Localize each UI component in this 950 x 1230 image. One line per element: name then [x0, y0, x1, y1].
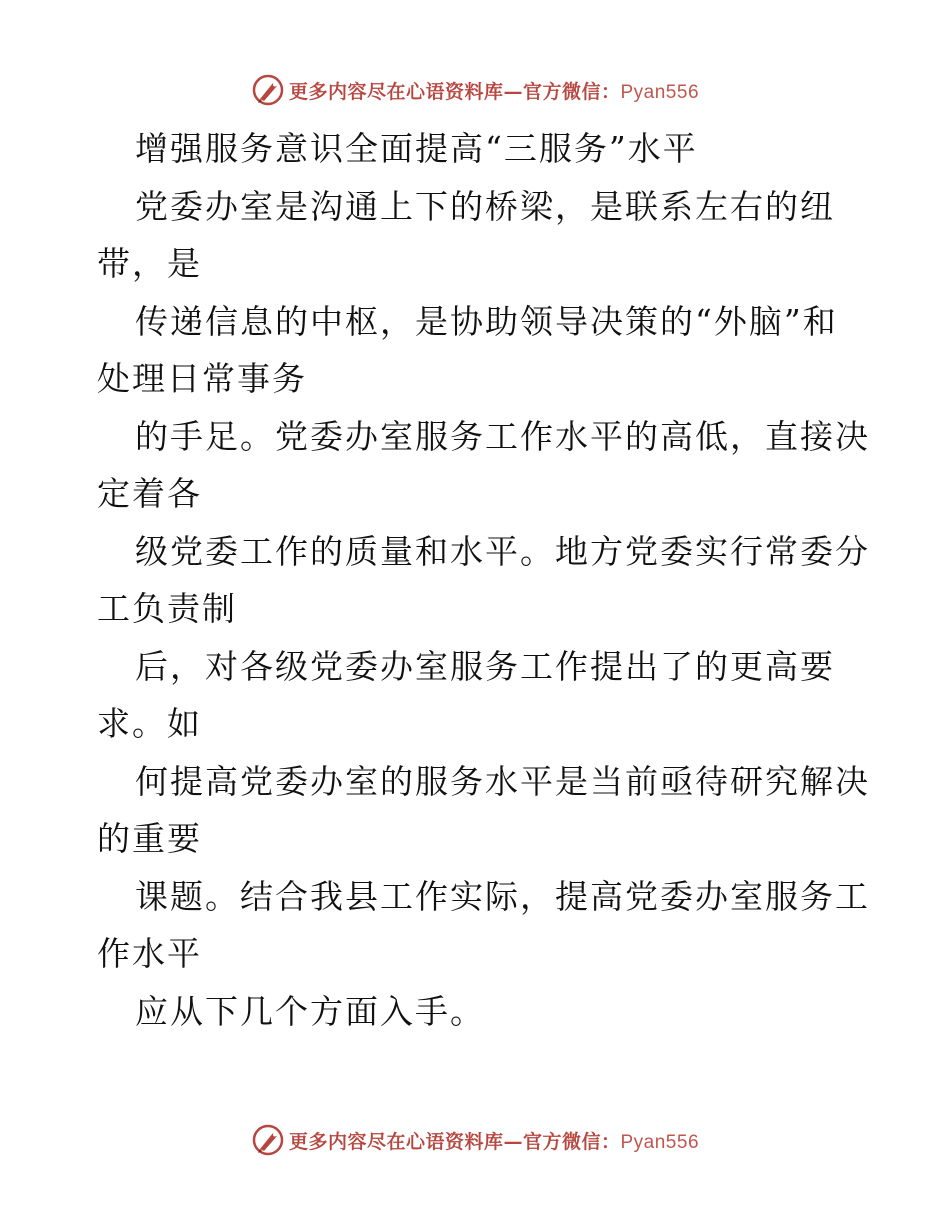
paragraph-line: 应从下几个方面入手。: [135, 991, 485, 1031]
paragraph-line: 后，对各级党委办室服务工作提出了的更高要: [135, 646, 835, 686]
document-title: 增强服务意识全面提高“三服务”水平: [135, 129, 698, 168]
paragraph-line: 课题。结合我县工作实际，提高党委办室服务工: [135, 876, 870, 916]
paragraph-line: 工负责制: [97, 589, 237, 628]
pen-logo-icon: [251, 1123, 285, 1157]
paragraph-line: 的重要: [97, 819, 202, 858]
header-banner-text: 更多内容尽在心语资料库—官方微信：Pyan556: [288, 80, 700, 103]
pen-logo-icon: [251, 73, 285, 107]
paragraph-line: 定着各: [97, 474, 202, 513]
paragraph-line: 的手足。党委办室服务工作水平的高低，直接决: [135, 416, 870, 456]
paragraph-line: 传递信息的中枢，是协助领导决策的“外脑”和: [135, 301, 838, 341]
paragraph-line: 级党委工作的质量和水平。地方党委实行常委分: [135, 531, 870, 571]
paragraph-line: 作水平: [97, 934, 202, 973]
wechat-id: Pyan556: [620, 81, 700, 103]
footer-banner-text: 更多内容尽在心语资料库—官方微信：Pyan556: [288, 1130, 700, 1153]
paragraph-line: 处理日常事务: [97, 359, 307, 398]
document-body: [97, 120, 870, 1040]
wechat-id: Pyan556: [620, 1131, 700, 1153]
paragraph-line: 带，是: [97, 244, 202, 283]
paragraph-line: 求。如: [97, 704, 202, 743]
header-banner: [0, 70, 950, 110]
footer-banner: [0, 1120, 950, 1160]
paragraph-line: 何提高党委办室的服务水平是当前亟待研究解决: [135, 761, 870, 801]
paragraph-line: 党委办室是沟通上下的桥梁，是联系左右的纽: [135, 186, 835, 226]
